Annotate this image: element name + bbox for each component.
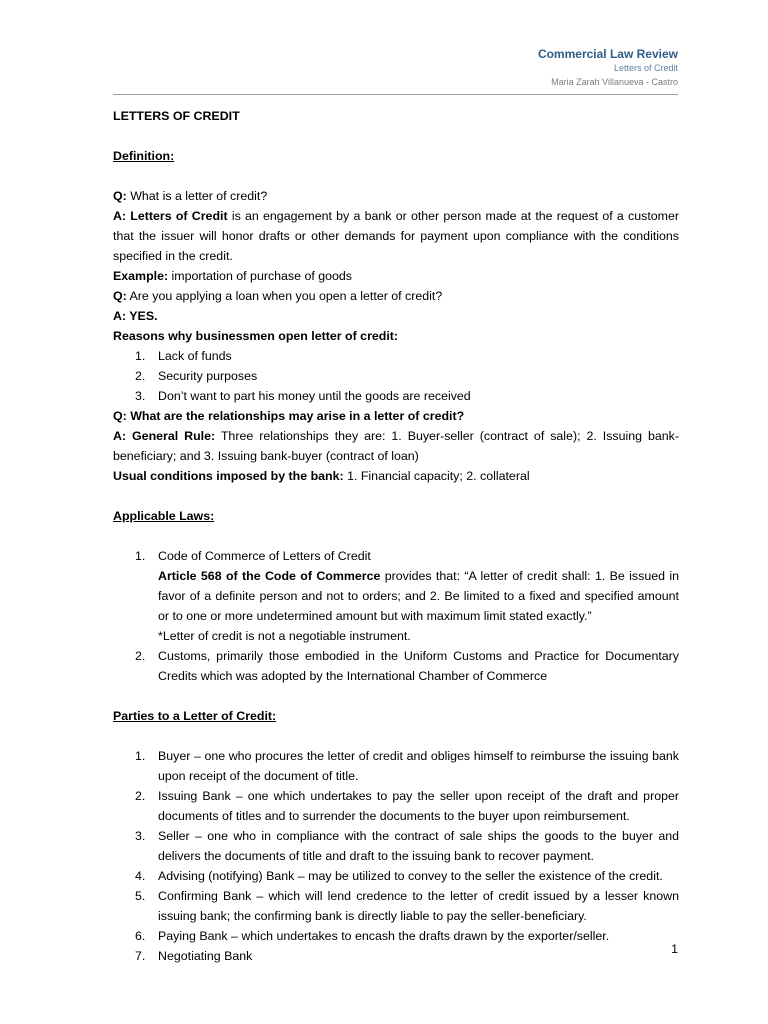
question-3: Q: What are the relationships may arise in a letter of credit? [113, 409, 465, 423]
example-line: Example: importation of purchase of goods [113, 269, 352, 283]
main-title: LETTERS OF CREDIT [113, 109, 240, 123]
reasons-list [113, 346, 679, 406]
header-divider [113, 94, 678, 95]
parties-heading: Parties to a Letter of Credit: [113, 709, 277, 723]
header-title: Commercial Law Review [537, 47, 678, 61]
list-item: 6. Paying Bank – which undertakes to encash the drafts drawn by the exporter/seller. [135, 929, 610, 943]
list-item: 4. Advising (notifying) Bank – may be utilized to convey to the seller the existence of the credit. [135, 869, 663, 883]
answer-3: A: General Rule: Three relationships they are: 1. Buyer-seller (contract of sale); 2. Issuing bank-beneficiary; and 3. Issuing bank-buyer (contract of loan) [113, 429, 679, 463]
laws-list [113, 546, 679, 686]
header-subtitle: Letters of Credit [613, 63, 678, 73]
question-2: Q: Are you applying a loan when you open a letter of credit? [113, 289, 443, 303]
list-item: 3. Don’t want to part his money until the goods are received [135, 389, 471, 403]
conditions-line: Usual conditions imposed by the bank: 1. Financial capacity; 2. collateral [113, 469, 530, 483]
list-item: 2. Issuing Bank – one which undertakes to pay the seller upon receipt of the draft and proper documents of titles and to surrender the documents to the buyer upon reimbursement. [135, 789, 679, 823]
answer-2: A: YES. [113, 309, 158, 323]
answer-1: A: Letters of Credit is an engagement by a bank or other person made at the request of a customer that the issuer will honor drafts or other demands for payment upon compliance with the conditions specified in the credit. [113, 209, 679, 263]
list-item: 7. Negotiating Bank [135, 949, 253, 963]
list-item: 2. Customs, primarily those embodied in the Uniform Customs and Practice for Documentary Credits which was adopted by the International Chamber of Commerce [135, 649, 679, 683]
list-item: 1. Code of Commerce of Letters of Credit Article 568 of the Code of Commerce provides that: “A letter of credit shall: 1. Be issued in favor of a definite person and not to orders; and 2. Be limited to a fixed and specified amount or to one or more undetermined amount but with maximum limit stated exactly.” *Letter of credit is not a negotiable instrument. [135, 549, 679, 643]
header-author: Maria Zarah Villanueva - Castro [551, 77, 678, 87]
page-number: 1 [671, 942, 678, 956]
list-item: 1. Lack of funds [135, 349, 232, 363]
list-item: 3. Seller – one who in compliance with the contract of sale ships the goods to the buyer and delivers the documents of title and draft to the issuing bank to recover payment. [135, 829, 679, 863]
definition-heading: Definition: [113, 149, 175, 163]
reasons-heading: Reasons why businessmen open letter of credit: [113, 329, 399, 343]
running-header [538, 46, 678, 89]
parties-list [113, 746, 679, 966]
list-item: 5. Confirming Bank – which will lend credence to the letter of credit issued by a lesser known issuing bank; the confirming bank is directly liable to pay the seller-beneficiary. [135, 889, 679, 923]
list-item: 1. Buyer – one who procures the letter of credit and obliges himself to reimburse the issuing bank upon receipt of the document of title. [135, 749, 679, 783]
laws-heading: Applicable Laws: [113, 509, 215, 523]
question-1: Q: What is a letter of credit? [113, 189, 268, 203]
document-body [113, 106, 679, 966]
list-item: 2. Security purposes [135, 369, 258, 383]
